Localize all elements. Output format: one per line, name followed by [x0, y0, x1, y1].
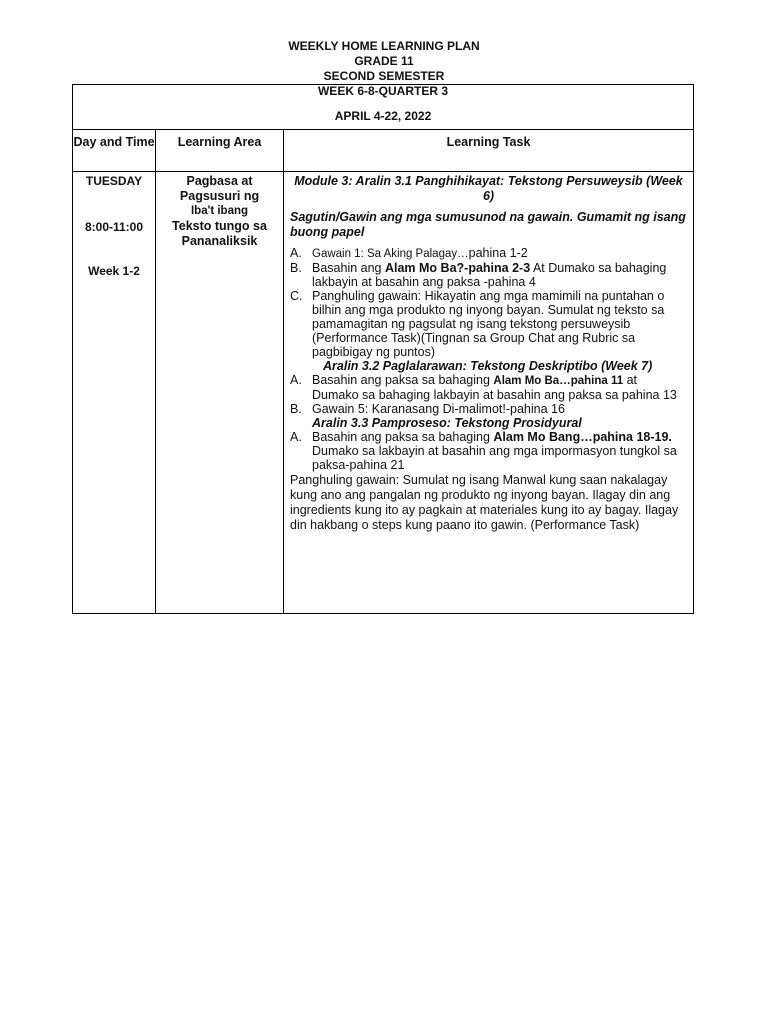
- document-header: [0, 39, 768, 84]
- list-item: B. Gawain 5: Karanasang Di-malimot!-pahina 16: [290, 402, 565, 416]
- time-range: 8:00-11:00: [84, 220, 144, 234]
- date-range: APRIL 4-22, 2022: [334, 109, 432, 123]
- aralin-3-3-heading: Aralin 3.3 Pamproseso: Tekstong Prosidyural: [312, 416, 582, 430]
- list-item: A. Basahin ang paksa sa bahaging Alam Mo Ba…pahina 11 at Dumako sa bahaging lakbayin at basahin ang paksa sa pahina 13: [290, 373, 677, 402]
- aralin-3-2-heading: Aralin 3.2 Paglalarawan: Tekstong Deskriptibo (Week 7): [323, 359, 653, 373]
- header-title: WEEKLY HOME LEARNING PLAN: [288, 39, 480, 53]
- learning-plan-table: [72, 84, 694, 614]
- area-line-4: Teksto tungo sa: [172, 219, 267, 233]
- list-item: A. Gawain 1: Sa Aking Palagay…pahina 1-2: [290, 246, 528, 260]
- list-item: C. Panghuling gawain: Hikayatin ang mga mamimili na puntahan o bilhin ang mga produkto ng inyong bayan. Sumulat ng teksto sa pamamagitan ng pagsulat ng isang tekstong persuweysib (Performance Task)(Tingnan sa Group Chat ang Rubric sa pagbibigay ng puntos): [290, 289, 665, 359]
- task-instruction: Sagutin/Gawin ang mga sumusunod na gawain. Gumamit ng isang buong papel: [290, 210, 686, 239]
- week-banner: [73, 85, 693, 130]
- area-line-5: Pananaliksik: [181, 234, 258, 248]
- column-header-day: Day and Time: [73, 130, 156, 172]
- column-header-area: Learning Area: [156, 130, 284, 172]
- column-header-task: Learning Task: [284, 130, 693, 172]
- task-list-2: [290, 373, 687, 416]
- day-time-cell: [73, 172, 156, 613]
- area-line-1: Pagbasa at: [186, 174, 253, 188]
- week-quarter: WEEK 6-8-QUARTER 3: [317, 84, 448, 98]
- task-list-3: [290, 430, 687, 472]
- task-list-1: [290, 246, 687, 359]
- header-grade: GRADE 11: [354, 54, 414, 68]
- area-line-3: Iba't ibang: [190, 205, 249, 217]
- learning-area-cell: [156, 172, 284, 613]
- area-line-2: Pagsusuri ng: [179, 189, 260, 203]
- table-row: [73, 172, 693, 613]
- day-name: TUESDAY: [85, 174, 143, 188]
- list-item: A. Basahin ang paksa sa bahaging Alam Mo Bang…pahina 18-19. Dumako sa lakbayin at basahin ang mga impormasyon tungkol sa paksa-pahina 21: [290, 430, 677, 472]
- table-header-row: [73, 130, 693, 172]
- learning-task-cell: [284, 172, 693, 613]
- list-item: B. Basahin ang Alam Mo Ba?-pahina 2-3 At Dumako sa bahaging lakbayin at basahin ang paksa -pahina 4: [290, 261, 667, 289]
- final-task-paragraph: Panghuling gawain: Sumulat ng isang Manwal kung saan nakalagay kung ano ang pangalan ng produkto ng inyong bayan. Ilagay din ang ingredients kung ito ay pagkain at materiales kung ito ay bagay. Ilagay din hakbang o steps kung paano ito gawin. (Performance Task): [290, 473, 679, 532]
- week-range: Week 1-2: [88, 264, 140, 278]
- header-semester: SECOND SEMESTER: [323, 69, 445, 83]
- module-title: Module 3: Aralin 3.1 Panghihikayat: Tekstong Persuweysib (Week 6): [294, 174, 683, 203]
